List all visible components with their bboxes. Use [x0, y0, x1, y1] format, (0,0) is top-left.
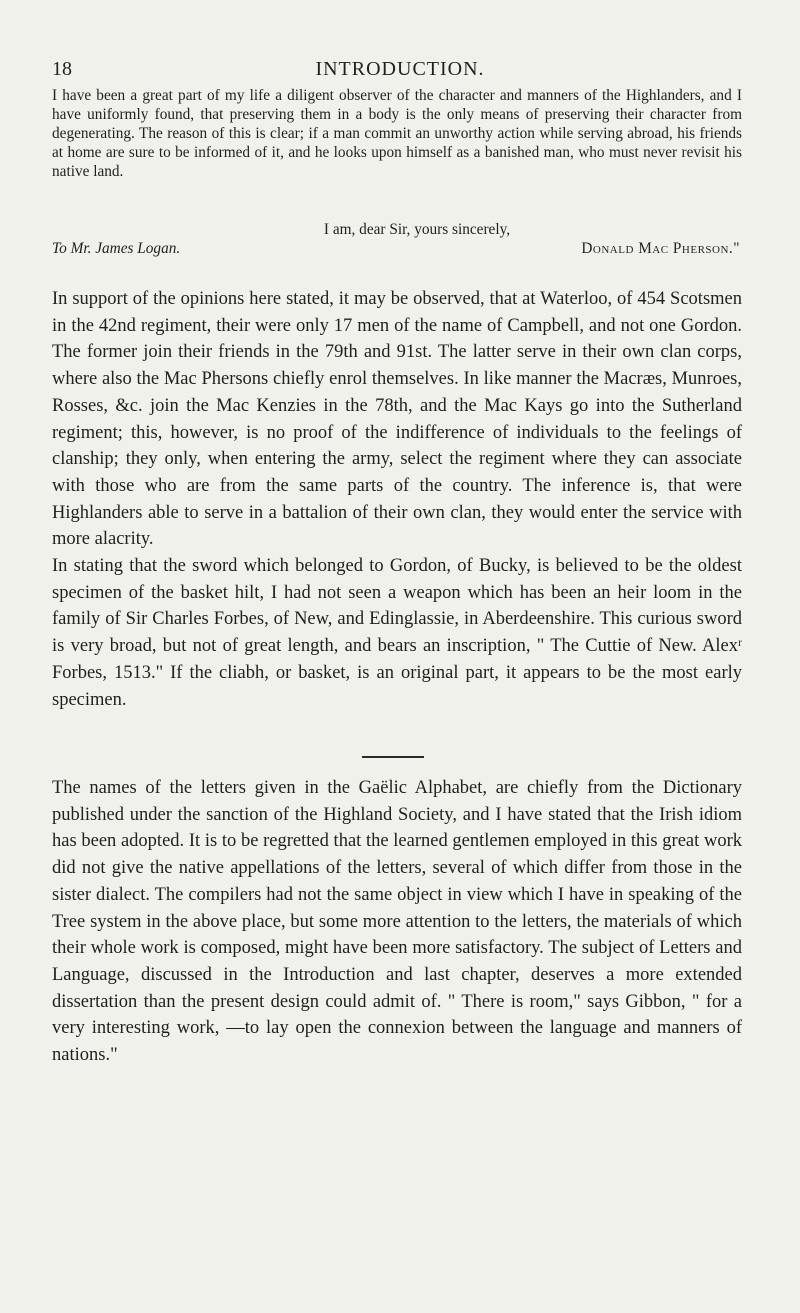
letter-addressee: To Mr. James Logan. — [52, 240, 181, 257]
page-number: 18 — [52, 58, 72, 80]
page-header — [0, 58, 800, 82]
main-text-upper — [52, 286, 742, 713]
letter-closing — [52, 220, 742, 258]
quoted-letter — [52, 86, 742, 181]
letter-signature: Donald Mac Pherson." — [581, 240, 740, 257]
letter-valediction: I am, dear Sir, yours sincerely, — [323, 221, 511, 238]
paragraph-sword: In stating that the sword which belonged to Gordon, of Bucky, is believed to be the oldest specimen of the basket hilt, I had not seen a weapon which has been an heir loom in the family of Sir Charles Forbes, of New, and Edinglassie, in Aberdeenshire. This curious sword is very broad, but not of great length, and bears an inscription, " The Cuttie of New. Alexʳ Forbes, 1513." If the cliabh, or basket, is an original part, it appears to be the most early specimen. — [52, 556, 742, 710]
paragraph-waterloo: In support of the opinions here stated, it may be observed, that at Waterloo, of 454 Scotsmen in the 42nd regiment, their were only 17 men of the name of Campbell, and not one Gordon. The former join their friends in the 79th and 91st. The latter serve in their own clan corps, where also the Mac Phersons chiefly enrol themselves. In like manner the Macræs, Munroes, Rosses, &c. join the Mac Kenzies in the 78th, and the Mac Kays go into the Sutherland regiment; this, however, is no proof of the indifference of individuals to the feelings of clanship; they only, when entering the army, select the regiment where they can associate with those who are from the same parts of the country. The inference is, that were Highlanders able to serve in a battalion of their own clan, they would enter the service with more alacrity. — [52, 289, 742, 550]
section-divider — [362, 756, 424, 758]
running-title: INTRODUCTION. — [315, 58, 485, 80]
letter-paragraph: I have been a great part of my life a diligent observer of the character and manners of the Highlanders, and I have uniformly found, that preserving them in a body is the only means of preserving their character from degenerating. The reason of this is clear; if a man commit an unworthy action while serving abroad, his friends at home are sure to be informed of it, and he looks upon himself as a banished man, who must never revisit his native land. — [52, 87, 742, 180]
paragraph-gaelic-alphabet: The names of the letters given in the Gaëlic Alphabet, are chiefly from the Dictionary published under the sanction of the Highland Society, and I have stated that the Irish idiom has been adopted. It is to be regretted that the learned gentlemen employed in this great work did not give the native appellations of the letters, several of which differ from those in the sister dialect. The compilers had not the same object in view which I have in speaking of the Tree system in the above place, but some more attention to the letters, the materials of which their whole work is composed, might have been more satisfactory. The subject of Letters and Language, discussed in the Introduction and last chapter, deserves a more extended dissertation than the present design could admit of. " There is room," says Gibbon, " for a very interesting work, —to lay open the connexion between the language and manners of nations." — [52, 778, 742, 1066]
main-text-lower — [52, 775, 742, 1069]
signature-row — [52, 239, 742, 258]
